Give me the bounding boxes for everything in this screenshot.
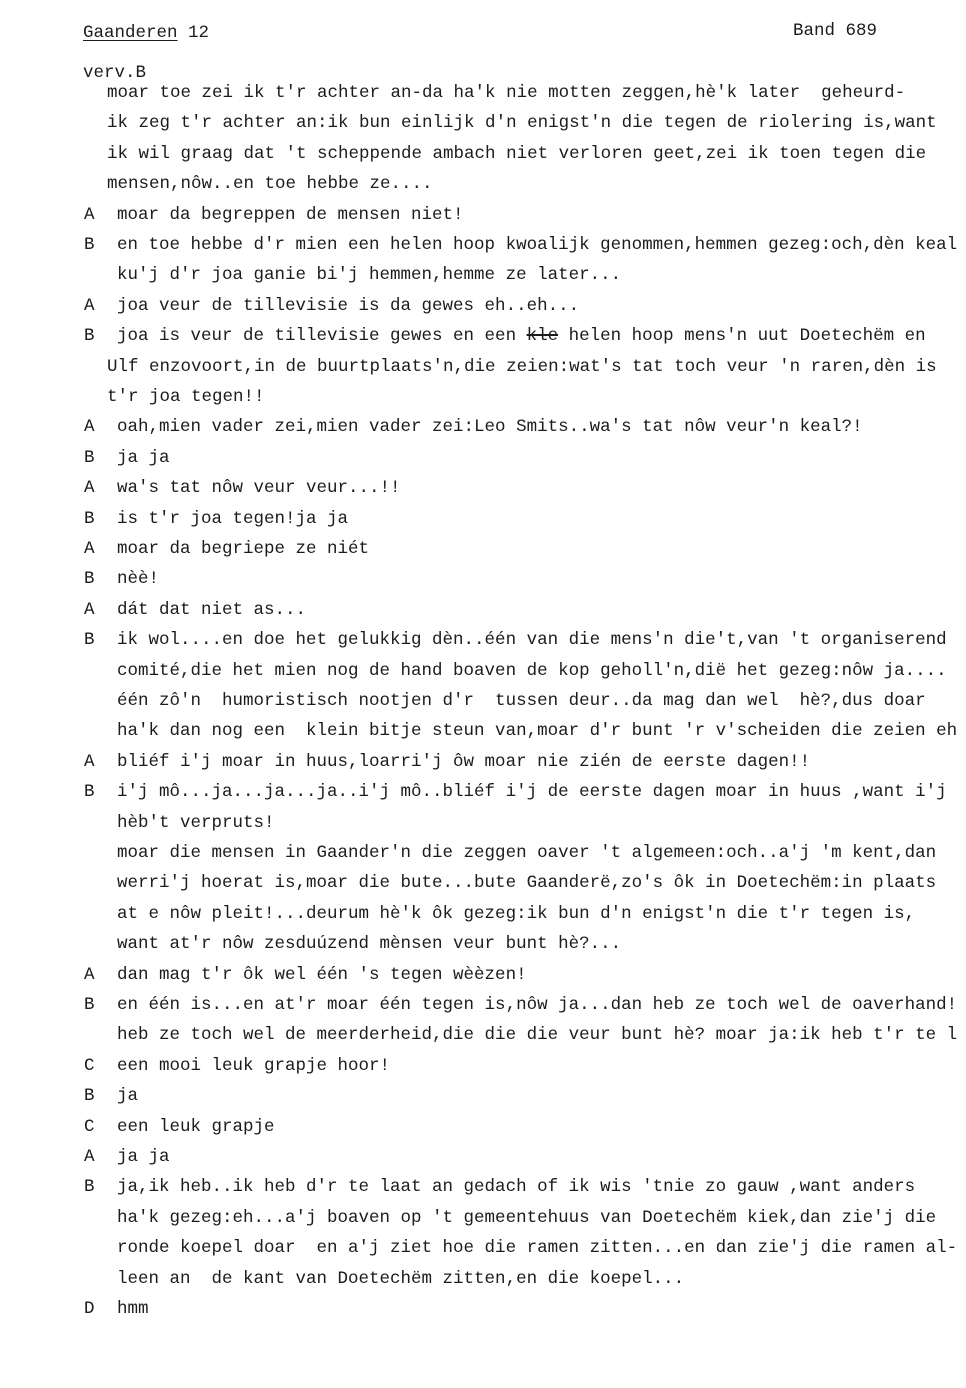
line-text: moar da begriepe ze niét [117,539,370,559]
line-text: oah,mien vader zei,mien vader zei:Leo Smits..wa's tat nôw veur'n keal?! [117,417,863,438]
speaker-label: B [84,508,95,529]
line-text: en één is...en at'r moar één tegen is,nôw ja...dan heb ze toch wel de oaverhand! [117,995,958,1015]
transcript-line [0,1081,966,1111]
header-place: Gaanderen [83,23,178,43]
line-text-wrapper [117,1112,275,1142]
line-text-wrapper [117,625,947,655]
transcript-line [0,382,966,412]
speaker-label: B [84,447,95,468]
line-text-wrapper [107,78,905,108]
line-text-wrapper [107,382,265,412]
line-text: ik zeg t'r achter an:ik bun einlijk d'n enigst'n die tegen de riolering is,want [107,113,937,134]
speaker-label: B [84,235,95,255]
line-text-wrapper [117,412,863,442]
transcript-line [0,1142,966,1172]
line-text: werri'j hoerat is,moar die bute...bute Gaanderë,zo's ôk in Doetechëm:in plaats [117,873,937,894]
struck-out-text: kle [526,326,559,347]
line-text-wrapper [117,838,936,868]
line-text-wrapper [117,929,621,959]
speaker-label: A [84,417,95,438]
line-text: een mooi leuk grapje hoor! [117,1055,391,1076]
line-text-continued: helen hoop mens'n uut Doetechëm en [558,326,926,347]
line-text: ja ja [117,1147,170,1167]
line-text: bliéf i'j moar in huus,loarri'j ôw moar nie zién de eerste dagen!! [117,751,811,772]
line-text-wrapper [117,656,947,686]
line-text: nèè! [117,569,160,590]
transcript-line [0,838,966,868]
line-text-wrapper [117,534,369,564]
transcript-line [0,200,966,230]
transcript-line [0,139,966,169]
line-text-wrapper [107,139,926,169]
line-text: leen an de kant van Doetechëm zitten,en die koepel... [117,1268,685,1289]
line-text-wrapper [117,1294,149,1324]
line-text-wrapper [117,443,170,473]
line-text: joa veur de tillevisie is da gewes eh..eh... [117,295,580,316]
line-text-wrapper [107,108,937,138]
speaker-label: A [84,539,95,559]
line-text-wrapper [117,291,579,321]
line-text: ha'k dan nog een klein bitje steun van,moar d'r bunt 'r v'scheiden die zeien eh [117,721,958,742]
transcript-line [0,595,966,625]
line-text: dan mag t'r ôk wel één 's tegen wèèzen! [117,964,527,985]
speaker-label: D [84,1299,95,1319]
line-text-wrapper [117,747,810,777]
line-text-wrapper [117,1203,936,1233]
line-text-wrapper [117,899,915,929]
line-text-wrapper [117,1051,390,1081]
line-text: ja,ik heb..ik heb d'r te laat an gedach of ik wis 'tnie zo gauw ,want anders [117,1177,916,1198]
line-text: moar da begreppen de mensen niet! [117,204,464,225]
transcript-line [0,808,966,838]
transcript-line [0,443,966,473]
transcript-line [0,686,966,716]
transcript-line [0,564,966,594]
line-text-wrapper [117,1142,170,1172]
line-text: ku'j d'r joa ganie bi'j hemmen,hemme ze later... [117,265,622,286]
transcript-line [0,747,966,777]
speaker-label: A [84,295,95,316]
speaker-label: A [84,964,95,985]
transcript-line [0,1172,966,1202]
line-text-wrapper [107,169,433,199]
line-text: ja [117,1086,139,1107]
line-text-wrapper [117,260,621,290]
speaker-label: A [84,1147,95,1167]
transcript-line [0,1020,966,1050]
speaker-label: C [84,1055,95,1076]
line-text-wrapper [117,1172,915,1202]
line-text: at e nôw pleit!...deurum hè'k ôk gezeg:ik bun d'n enigst'n die t'r tegen is, [117,903,916,924]
transcript-line [0,990,966,1020]
transcript-line [0,716,966,746]
transcript-line [0,625,966,655]
line-text-wrapper [117,990,957,1020]
transcript-line [0,656,966,686]
line-text-wrapper [107,352,937,382]
line-text: joa is veur de tillevisie gewes en een [117,326,527,347]
speaker-label: B [84,1177,95,1198]
line-text: ha'k gezeg:eh...a'j boaven op 't gemeentehuus van Doetechëm kiek,dan zie'j die [117,1207,937,1228]
line-text: wa's tat nôw veur veur...!! [117,478,401,499]
transcript-line [0,260,966,290]
line-text-wrapper [117,1264,684,1294]
speaker-label: A [84,751,95,772]
line-text: een leuk grapje [117,1116,275,1137]
speaker-label: B [84,782,95,803]
line-text-wrapper [117,1081,138,1111]
line-text: ronde koepel doar en a'j ziet hoe die ramen zitten...en dan zie'j die ramen al- [117,1238,958,1259]
transcript-line [0,929,966,959]
transcript-line [0,230,966,260]
transcript-line [0,352,966,382]
line-text-wrapper [117,808,275,838]
transcript-line [0,473,966,503]
transcript-line [0,1233,966,1263]
line-text: hmm [117,1299,149,1319]
line-text-wrapper [117,230,957,260]
transcript-line [0,1203,966,1233]
line-text: moar die mensen in Gaander'n die zeggen oaver 't algemeen:och..a'j 'm kent,dan [117,843,937,863]
transcript-line [0,169,966,199]
continuation-label: verv.B [83,63,147,83]
line-text: ja ja [117,447,170,468]
line-text-wrapper [117,716,957,746]
transcript-line [0,504,966,534]
line-text-wrapper [117,686,926,716]
line-text: want at'r nôw zesduúzend mènsen veur bunt hè?... [117,934,622,955]
transcript-line [0,1264,966,1294]
transcript-line [0,1112,966,1142]
speaker-label: A [84,599,95,620]
transcript-line [0,108,966,138]
speaker-label: B [84,326,95,347]
line-text: Ulf enzovoort,in de buurtplaats'n,die zeien:wat's tat toch veur 'n raren,dèn is [107,356,937,377]
line-text: en toe hebbe d'r mien een helen hoop kwoalijk genommen,hemmen gezeg:och,dèn keal [117,235,958,255]
line-text: i'j mô...ja...ja...ja..i'j mô..bliéf i'j de eerste dagen moar in huus ,want i'j [117,782,947,803]
line-text: is t'r joa tegen!ja ja [117,508,349,529]
line-text: t'r joa tegen!! [107,387,265,407]
transcript-line [0,960,966,990]
line-text: moar toe zei ik t'r achter an-da ha'k nie motten zeggen,hè'k later geheurd- [107,83,906,103]
line-text-wrapper [117,777,947,807]
speaker-label: A [84,478,95,499]
line-text: dát dat niet as... [117,599,307,620]
line-text-wrapper [117,960,527,990]
line-text: ik wol....en doe het gelukkig dèn..één van die mens'n die't,van 't organiserend [117,630,947,651]
line-text-wrapper [117,200,464,230]
line-text-wrapper [117,595,306,625]
header-page-number: 12 [177,23,210,43]
line-text-wrapper [117,473,401,503]
line-text: heb ze toch wel de meerderheid,die die die veur bunt hè? moar ja:ik heb t'r te l [117,1025,958,1046]
line-text: ik wil graag dat 't scheppende ambach niet verloren geet,zei ik toen tegen die [107,143,927,164]
line-text-wrapper [117,564,159,594]
page-header-location [83,18,209,48]
speaker-label: A [84,204,95,225]
line-text-wrapper [117,321,926,351]
line-text-wrapper [117,868,936,898]
header-band-number: Band 689 [793,21,878,41]
transcript-line [0,868,966,898]
transcript-line [0,1294,966,1324]
line-text: mensen,nôw..en toe hebbe ze.... [107,174,433,195]
transcript-line [0,1051,966,1081]
line-text: hèb't verpruts! [117,812,275,833]
transcript-line [0,899,966,929]
line-text-wrapper [117,1233,957,1263]
speaker-label: B [84,569,95,590]
speaker-label: B [84,630,95,651]
speaker-label: C [84,1116,95,1137]
line-text: één zô'n humoristisch nootjen d'r tussen deur..da mag dan wel hè?,dus doar [117,691,926,711]
transcript-line [0,321,966,351]
line-text: comité,die het mien nog de hand boaven de kop geholl'n,dië het gezeg:nôw ja.... [117,660,947,681]
line-text-wrapper [117,504,348,534]
transcript-line [0,777,966,807]
transcript-line [0,534,966,564]
transcript-line [0,412,966,442]
speaker-label: B [84,1086,95,1107]
line-text-wrapper [117,1020,957,1050]
transcript-line [0,291,966,321]
speaker-label: B [84,995,95,1015]
transcript-line [0,78,966,108]
